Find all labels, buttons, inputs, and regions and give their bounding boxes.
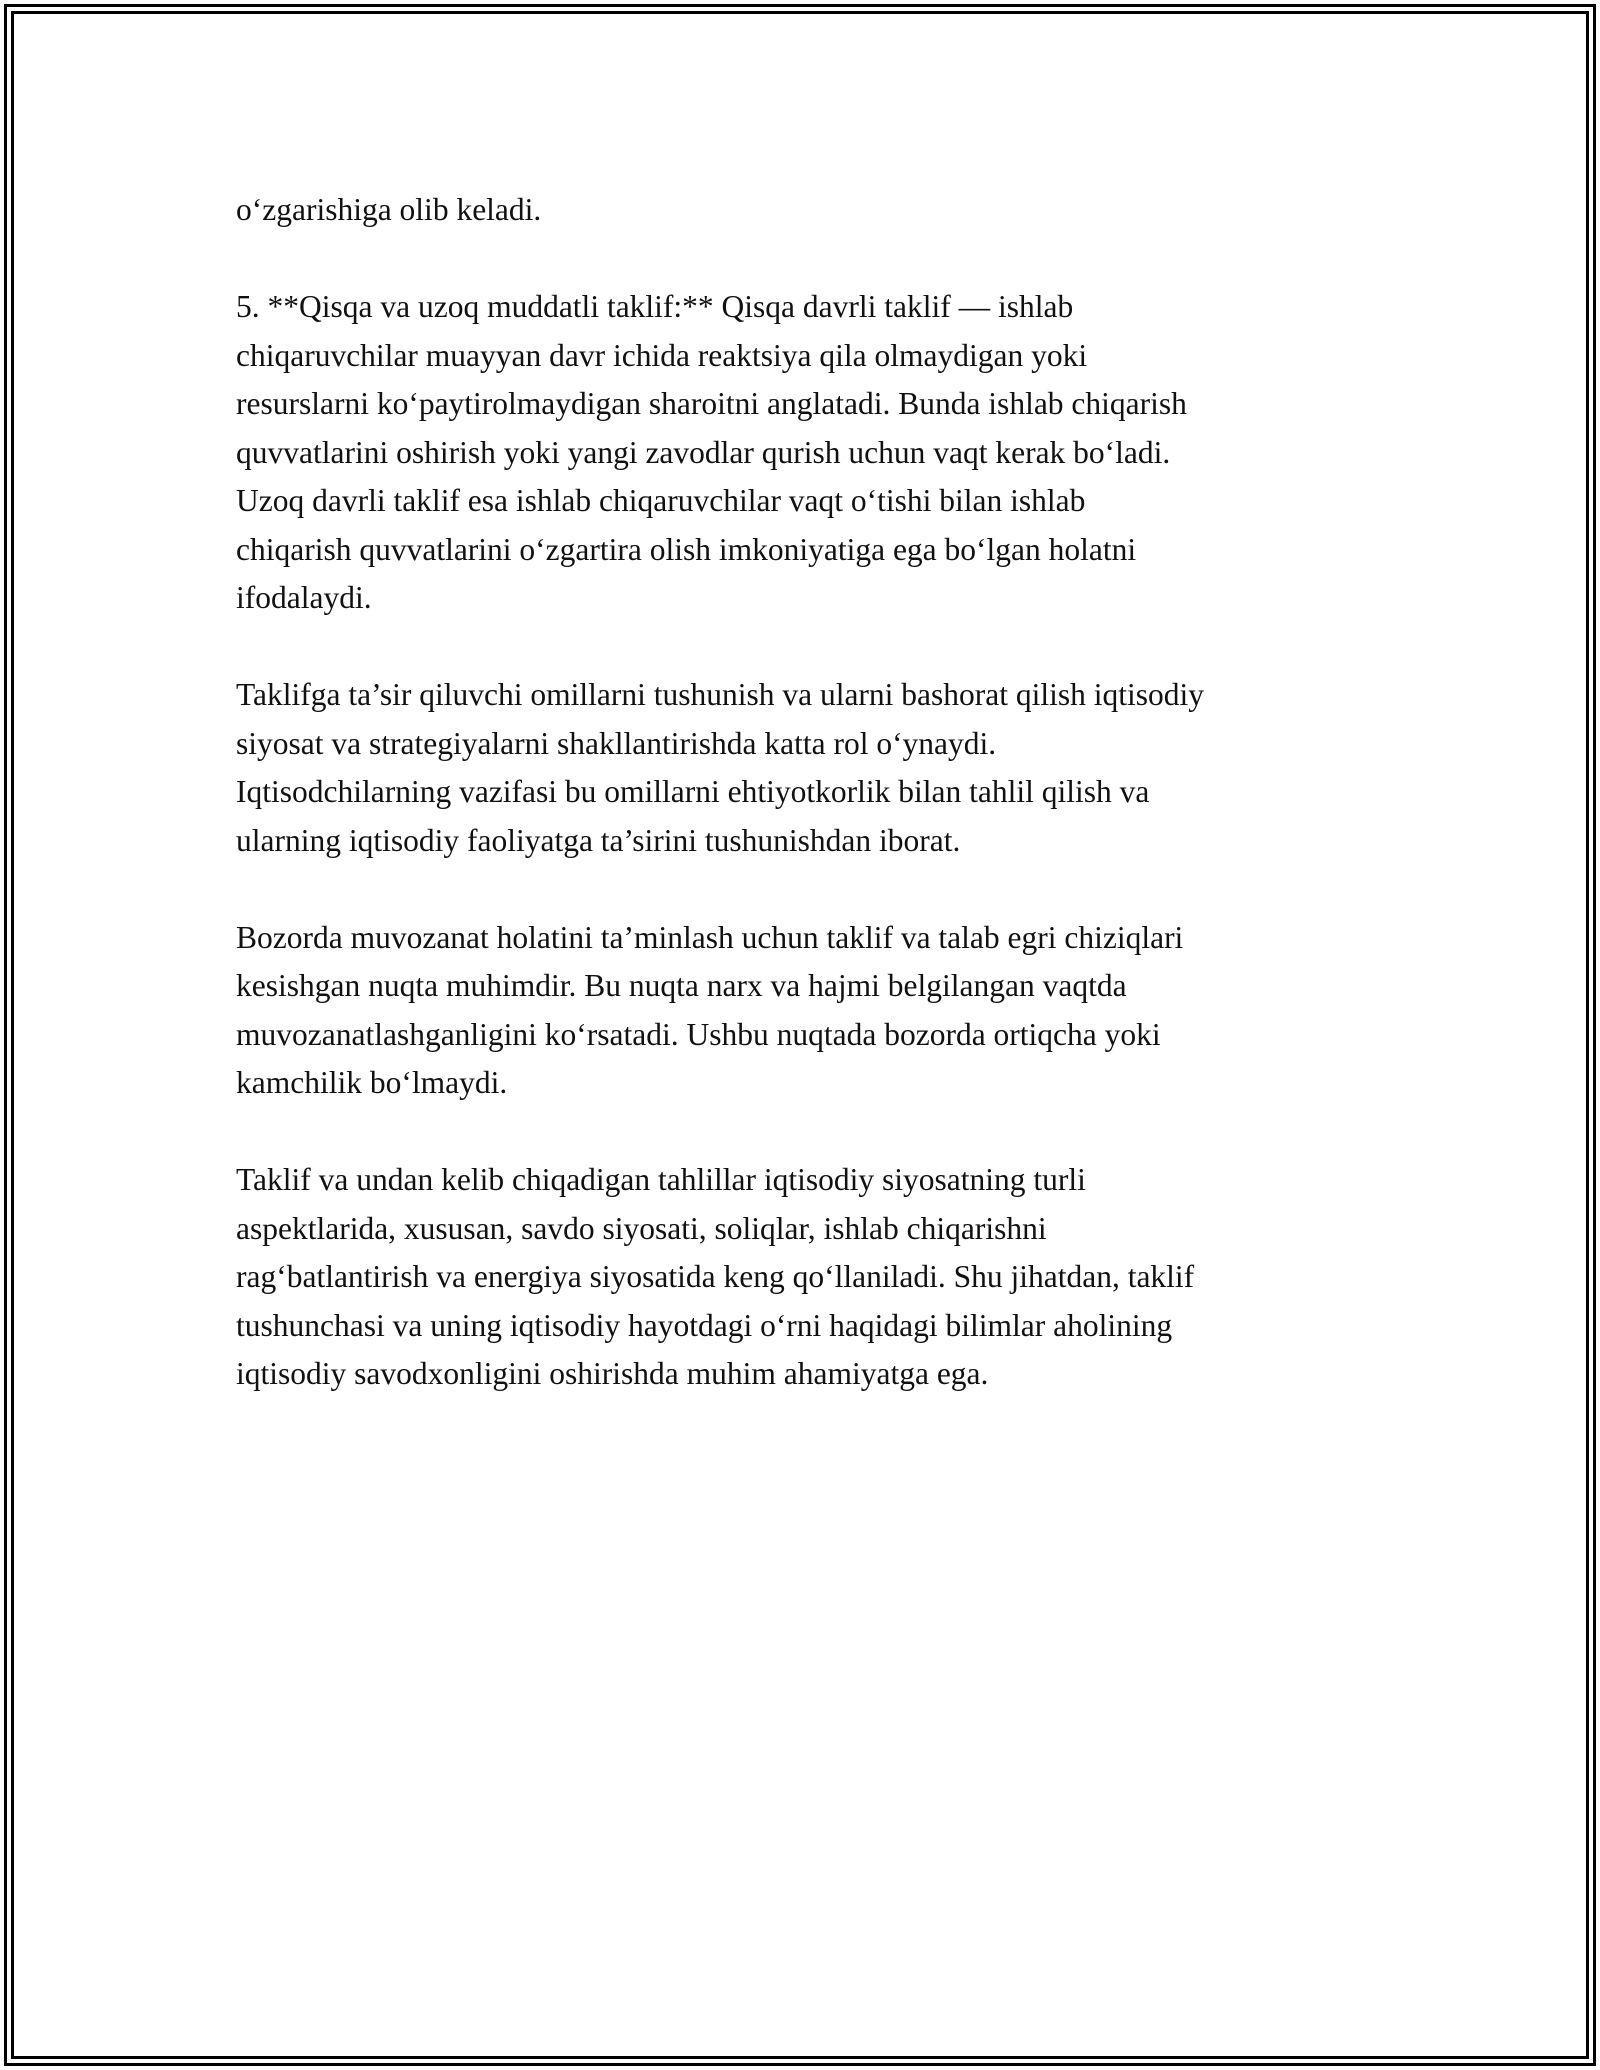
- text-line: rag‘batlantirish va energiya siyosatida keng qo‘llaniladi. Shu jihatdan, taklif: [236, 1259, 1195, 1294]
- text-line: tushunchasi va uning iqtisodiy hayotdagi o‘rni haqidagi bilimlar aholining: [236, 1307, 1173, 1343]
- text-line: aspektlarida, xususan, savdo siyosati, soliqlar, ishlab chiqarishni: [236, 1210, 1047, 1246]
- text-line: iqtisodiy savodxonligini oshirishda muhim ahamiyatga ega.: [236, 1356, 989, 1391]
- text-line: 5. **Qisqa va uzoq muddatli taklif:** Qisqa davrli taklif — ishlab: [236, 289, 1074, 324]
- paragraph-1: [236, 186, 1396, 235]
- text-line: muvozanatlashganligini ko‘rsatadi. Ushbu nuqtada bozorda ortiqcha yoki: [236, 1016, 1161, 1052]
- text-line: kamchilik bo‘lmaydi.: [236, 1065, 508, 1100]
- text-line: resurslarni ko‘paytirolmaydigan sharoitni anglatadi. Bunda ishlab chiqarish: [236, 386, 1187, 421]
- text-line: o‘zgarishiga olib keladi.: [236, 192, 542, 227]
- text-line: quvvatlarini oshirish yoki yangi zavodlar qurish uchun vaqt kerak bo‘ladi.: [236, 434, 1171, 470]
- text-line: Uzoq davrli taklif esa ishlab chiqaruvchilar vaqt o‘tishi bilan ishlab: [236, 483, 1086, 518]
- text-line: kesishgan nuqta muhimdir. Bu nuqta narx va hajmi belgilangan vaqtda: [236, 968, 1127, 1003]
- text-line: Iqtisodchilarning vazifasi bu omillarni ehtiyotkorlik bilan tahlil qilish va: [236, 774, 1150, 809]
- document-body: [236, 186, 1396, 1447]
- paragraph-3: [236, 671, 1396, 865]
- text-line: Bozorda muvozanat holatini ta’minlash uchun taklif va talab egri chiziqlari: [236, 919, 1184, 955]
- paragraph-5: [236, 1156, 1396, 1399]
- text-line: ifodalaydi.: [236, 580, 372, 615]
- paragraph-4: [236, 914, 1396, 1108]
- paragraph-2: [236, 283, 1396, 623]
- text-line: siyosat va strategiyalarni shakllantirishda katta rol o‘ynaydi.: [236, 725, 997, 761]
- text-line: Taklif va undan kelib chiqadigan tahlillar iqtisodiy siyosatning turli: [236, 1162, 1086, 1197]
- text-line: chiqarish quvvatlarini o‘zgartira olish imkoniyatiga ega bo‘lgan holatni: [236, 531, 1137, 567]
- text-line: chiqaruvchilar muayyan davr ichida reaktsiya qila olmaydigan yoki: [236, 337, 1088, 373]
- text-line: ularning iqtisodiy faoliyatga ta’sirini tushunishdan iborat.: [236, 822, 961, 858]
- text-line: Taklifga ta’sir qiluvchi omillarni tushunish va ularni bashorat qilish iqtisodiy: [236, 677, 1205, 712]
